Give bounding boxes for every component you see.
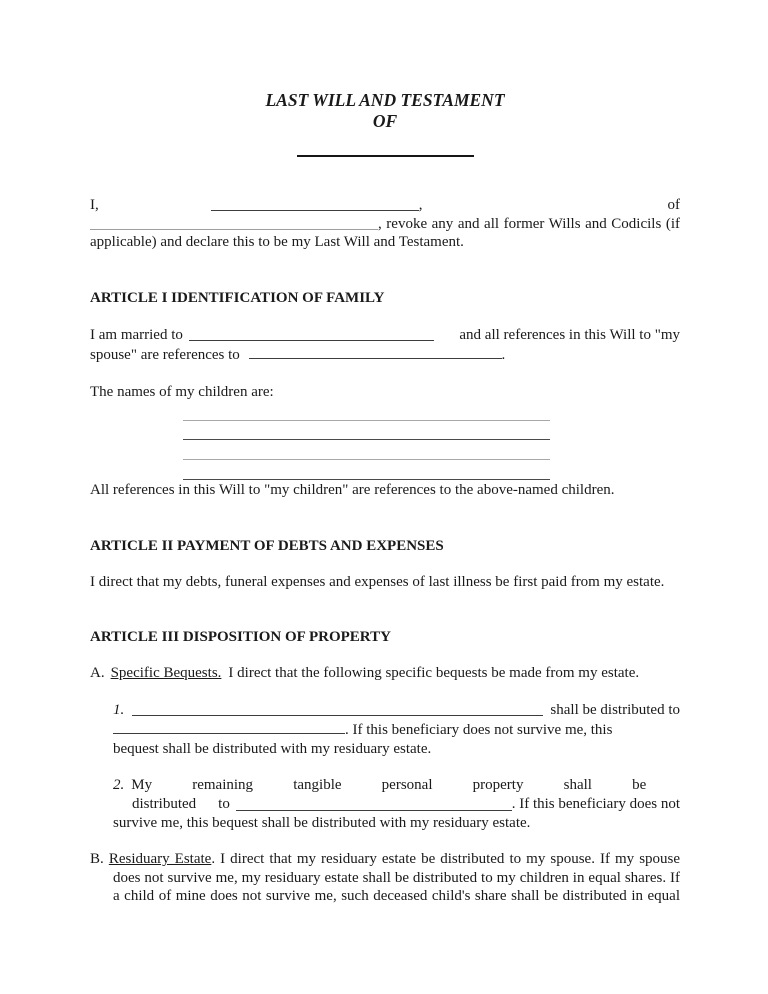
document-title-line-1: LAST WILL AND TESTAMENT	[265, 90, 505, 110]
opening-line-2	[90, 214, 680, 233]
specific-bequest-item-1	[90, 700, 680, 758]
section-b-label: B.	[90, 851, 104, 868]
item-1-line-1-post: shall be distributed to	[550, 701, 680, 718]
item-1-line-3: bequest shall be distributed with my residuary estate.	[113, 740, 432, 757]
opening-i-label: I,	[90, 196, 99, 213]
married-line-1-post: and all references in this Will to "my	[459, 326, 680, 343]
item-2-line-1-text: My remaining tangible personal property shall be	[131, 777, 647, 794]
opening-paragraph	[90, 195, 680, 252]
married-line-1	[90, 325, 680, 344]
spouse-reference-blank[interactable]	[249, 344, 502, 359]
married-paragraph	[90, 325, 680, 365]
section-a-title: Specific Bequests.	[110, 664, 222, 681]
article-2-heading: ARTICLE II PAYMENT OF DEBTS AND EXPENSES	[90, 538, 444, 555]
item-1-line-2-post: . If this beneficiary does not survive me, this	[345, 722, 613, 739]
section-b-line-2: does not survive me, my residuary estate shall be distributed to my children in equal shares. If	[113, 869, 680, 886]
item-2-word-distributed: distributed	[132, 796, 197, 813]
item-2-line-3: survive me, this bequest shall be distributed with my residuary estate.	[113, 814, 531, 831]
bequest-beneficiary-blank[interactable]	[113, 719, 345, 734]
children-name-lines	[90, 401, 680, 480]
opening-line-2-text: , revoke any and all former Wills and Codicils (if	[378, 215, 680, 232]
section-b-paragraph	[90, 850, 680, 906]
bequest-description-blank[interactable]	[132, 700, 543, 716]
section-a-label: A.	[90, 664, 105, 681]
item-2-line-2-post: . If this beneficiary does not	[511, 796, 680, 813]
title-name-blank[interactable]	[297, 155, 474, 157]
section-a-text: I direct that the following specific bequests be made from my estate.	[228, 664, 640, 681]
item-2-word-to: to	[218, 796, 230, 813]
item-1-line-2	[113, 719, 680, 740]
married-line-2	[90, 344, 680, 365]
section-b-title: Residuary Estate	[108, 851, 212, 868]
item-2-line-1	[113, 776, 680, 795]
opening-of-label: of	[667, 196, 680, 213]
document-title-line-2: OF	[372, 111, 398, 131]
document-title	[90, 90, 680, 132]
specific-bequest-item-2	[90, 776, 680, 832]
article-1-heading: ARTICLE I IDENTIFICATION OF FAMILY	[90, 289, 385, 306]
item-1-number: 1.	[113, 701, 125, 718]
child-name-line-1[interactable]	[183, 401, 550, 421]
married-line-2-period: .	[501, 347, 506, 363]
child-name-line-2[interactable]	[183, 421, 550, 441]
child-name-line-4[interactable]	[183, 460, 550, 480]
children-intro: The names of my children are:	[90, 383, 274, 400]
item-2-line-2	[132, 795, 680, 814]
opening-comma: ,	[418, 196, 423, 213]
spouse-name-blank[interactable]	[189, 325, 434, 341]
married-line-1-pre: I am married to	[90, 326, 183, 343]
section-a-line	[90, 664, 680, 683]
section-b-line-3: a child of mine does not survive me, such deceased child's share shall be distributed in equal	[113, 888, 680, 905]
children-note: All references in this Will to "my children" are references to the above-named children.	[90, 481, 615, 498]
opening-line-3: applicable) and declare this to be my Last Will and Testament.	[90, 234, 464, 250]
section-b-title-period: .	[211, 851, 216, 868]
item-2-number: 2.	[113, 777, 125, 794]
article-3-heading: ARTICLE III DISPOSITION OF PROPERTY	[90, 629, 391, 646]
opening-line-1	[90, 195, 680, 214]
testator-residence-blank[interactable]	[90, 214, 378, 230]
child-name-line-3[interactable]	[183, 440, 550, 460]
testator-name-blank[interactable]	[211, 195, 419, 211]
married-line-2-pre: spouse" are references to	[90, 347, 240, 363]
section-b-line-1-text: I direct that my residuary estate be distributed to my spouse. If my spouse	[220, 851, 681, 868]
tangible-property-beneficiary-blank[interactable]	[236, 795, 512, 811]
item-1-line-1	[113, 700, 680, 719]
article-2-body: I direct that my debts, funeral expenses and expenses of last illness be first paid from my estate.	[90, 573, 665, 590]
section-b-line-1	[90, 850, 680, 869]
